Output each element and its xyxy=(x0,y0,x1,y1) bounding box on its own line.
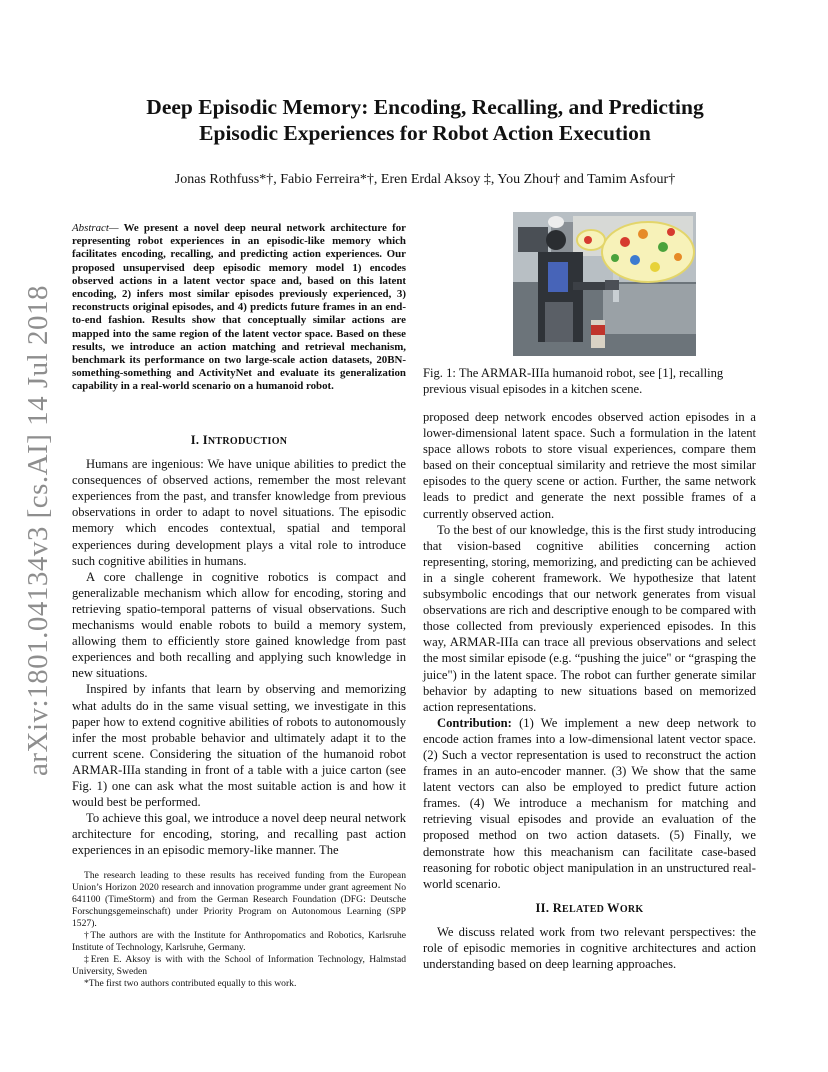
figure-robot-kitchen xyxy=(513,212,696,356)
arxiv-id: arXiv:1801.04134v3 [cs.AI] 14 Jul 2018 xyxy=(21,284,54,776)
abstract-text: We present a novel deep neural network architecture for representing robot experiences in an episodic-like memory which facilitates encoding, recalling, and predicting action experiences. Our proposed unsupervised deep episodic memory model 1) encodes observed actions in a latent vector space and, based on this latent encoding, 2) infers most similar episodes previously experienced, 3) reconstructs original episodes, and 4) predicts future frames in an end-to-end fashion. Results show that conceptually similar actions are mapped into the same region of the latent vector space. Based on these results, we introduce an action matching and retrieval mechanism, benchmark its performance on two large-scale action datasets, 20BN-something-something and ActivityNet and evaluate its generalization capability in a real-world scenario on a humanoid robot. xyxy=(72,222,406,393)
contribution-paragraph xyxy=(423,715,756,892)
contribution-text: (1) We implement a new deep network to encode action frames into a low-dimensional latent vector space. (2) Such a vector representation is used to reconstruct the action frames in an auto-encoder manner. (3) We show that the same latent vectors can also be employed to predict future action frames. (4) We introduce a mechanism for matching and retrieving visual episodes and provide an evaluation of the proposed method on two action datasets. (5) Finally, we demonstrate how this meachanism can facilitate case-based reasoning for robotic object manipulation in an unstructured real-world scenario. xyxy=(423,715,756,891)
title-line-2: Episodic Experiences for Robot Action Execution xyxy=(199,121,651,145)
author-list: Jonas Rothfuss*†, Fabio Ferreira*†, Eren Erdal Aksoy ‡, You Zhou† and Tamim Asfour† xyxy=(174,172,676,187)
footnote-equal-contribution: *The first two authors contributed equally to this work. xyxy=(84,978,297,989)
intro-paragraph: A core challenge in cognitive robotics is compact and generalizable mechanism which allow for encoding, storing and retrieving spatio-temporal patterns of visual observations. Such mechanisms would enable robots to build a memory system, allowing them to efficiently store gained knowledge from past experiences and both recalling and applying such knowledge in new situations. xyxy=(72,569,406,681)
contribution-label: Contribution: xyxy=(437,715,512,730)
robot-kitchen-photo xyxy=(513,212,696,356)
footnote-affiliation-kit: †The authors are with the Institute for Anthropomatics and Robotics, Karlsruhe Institute of Technology, Karlsruhe, Germany. xyxy=(72,930,406,953)
footnotes xyxy=(72,870,406,990)
figure-caption: Fig. 1: The ARMAR-IIIa humanoid robot, see [1], recalling previous visual episodes in a kitchen scene. xyxy=(423,366,724,397)
paper-title xyxy=(60,94,790,146)
right-column-text xyxy=(423,409,756,972)
title-line-1: Deep Episodic Memory: Encoding, Recalling, and Predicting xyxy=(146,95,704,119)
section-heading-introduction: I. INTRODUCTION xyxy=(190,433,288,447)
introduction-section xyxy=(72,432,406,858)
intro-paragraph: To achieve this goal, we introduce a novel deep neural network architecture for encoding, storing, and recalling past action experiences in an episodic memory-like manner. The xyxy=(72,811,406,858)
abstract-label: Abstract— xyxy=(72,222,119,234)
body-paragraph: proposed deep network encodes observed action episodes in a lower-dimensional latent space. Such a formulation in the latent space allows robots to store visual experiences, compare them based on their conceptual similarity and retrieve the most similar episodes to the query scene or action. Further, the same network leads to predict and generate the next possible frames of a currently observed action. xyxy=(423,410,756,521)
abstract xyxy=(72,222,406,394)
footnote-funding: The research leading to these results has received funding from the European Union’s Horizon 2020 research and innovation programme under grant agreement No 641100 (TimeStorm) and from the German Research Foundation (DFG: Deutsche Forschungsgemeinschaft) under Priority Program on Autonomous Learning (SPP 1527). xyxy=(72,870,406,929)
related-work-paragraph: We discuss related work from two relevant perspectives: the role of episodic memories in cognitive architectures and action understanding based on deep learning approaches. xyxy=(423,924,756,972)
body-paragraph: To the best of our knowledge, this is the first study introducing that vision-based cognitive abilities concerning action representing, storing, memorizing, and predicting can be achieved in a single coherent framework. We hypothesize that latent subsymbolic encodings that our network generates from visual observations are rich and descriptive enough to be compared with those collected from previously experienced episodes. In this way, ARMAR-IIIa can trace all previous observations and select the most similar episode (e.g. “pushing the juice" or “grasping the juice") in the latent space. The robot can further generate similar behavior by adapting to new situations based on memorized action representations. xyxy=(423,522,756,714)
footnote-affiliation-halmstad: ‡Eren E. Aksoy is with with the School of Information Technology, Halmstad University, Sweden xyxy=(72,954,406,977)
arxiv-stamp xyxy=(18,284,58,776)
section-heading-related-work: II. RELATED WORK xyxy=(535,900,644,915)
intro-paragraph: Humans are ingenious: We have unique abilities to predict the consequences of observed actions, remember the most relevant experiences from the past, and transfer knowledge from previous observations in order to adapt to novel situations. The episodic memory which encodes contextual, spatial and temporal experiences during development plays a vital role to introduce such cognitive abilities in humans. xyxy=(72,457,406,568)
intro-paragraph: Inspired by infants that learn by observing and memorizing what adults do in the same visual setting, we investigate in this paper how to extend cognitive abilities of robots to autonomously infer the most probable behavior and ultimately adapt it to the current scene. Considering the situation of the humanoid robot ARMAR-IIIa standing in front of a table with a juice carton (see Fig. 1) one can ask what the most suitable action is and how it would best be performed. xyxy=(72,682,406,810)
